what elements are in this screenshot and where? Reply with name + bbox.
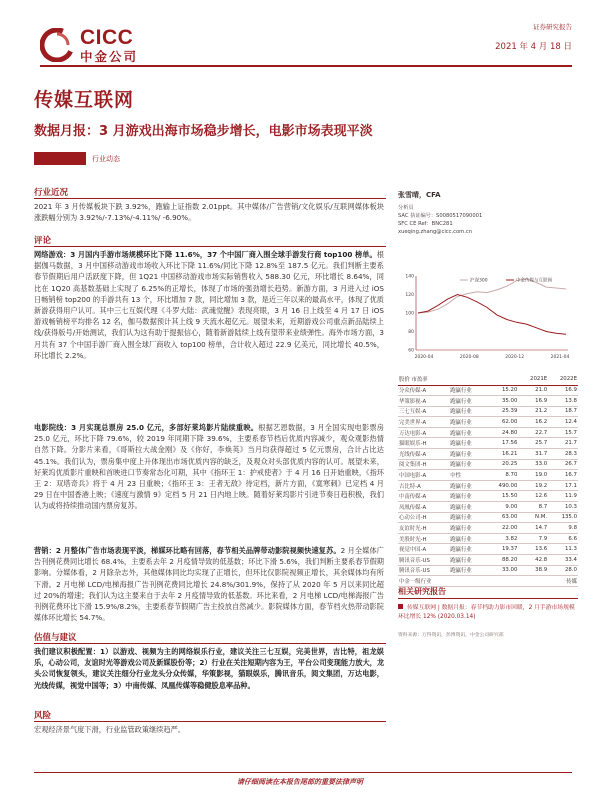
table-row — [398, 523, 578, 534]
valuation-body: 我们建议积极配置：1）以游戏、视频为主的网络娱乐行业，建议关注三七互娱，完美世界，吉比特，祖龙娱乐，心动公司，友谊时光等游戏公司及新媒股份等；2）行业在关注短期内容为王，平台公司变现能力放大，龙头公司恢复领头，建议关注细分行业龙头分众传媒，华策影视，猫眼娱乐，腾讯音乐，阅文集团，万达电影，光线传媒，视觉中国等；3）中南传媒、凤凰传媒等稳健股息率品种。 — [34, 647, 385, 690]
section-head-valuation: 估值与建议 — [34, 633, 77, 643]
paragraph-cinema-lead: 电影院线：3 月实现总票房 25.0 亿元，多部好莱坞影片陆续重映。 — [34, 423, 259, 432]
stock-pe-2022e: 11.3 — [548, 544, 578, 555]
stock-rating: 跑赢行业 — [449, 523, 486, 534]
x-tick-label: 2020-04 — [414, 355, 434, 360]
stock-name: 中国电影-A — [398, 470, 449, 481]
stock-name: 猫眼娱乐-H — [398, 438, 449, 449]
sector-title: 传媒互联网 — [34, 89, 135, 111]
stock-pe-2021e: 38.9 — [518, 565, 548, 576]
table-row — [398, 512, 578, 523]
stock-rating: 跑赢行业 — [449, 427, 486, 438]
stock-pe-2022e: 18.7 — [548, 406, 578, 417]
stock-pe-2021e: 22.7 — [518, 427, 548, 438]
related-report-text[interactable]: 传媒互联网 | 数据月报：春节档助力影市回暖，2 月手游市场规模环比增长 12% (2020.03.14) — [398, 605, 575, 620]
analyst-sfc: SFC CE Ref：BNC281 — [398, 221, 453, 227]
stock-rating: 跑赢行业 — [449, 533, 486, 544]
stock-pe-2022e: 9.8 — [548, 523, 578, 534]
performance-chart — [398, 272, 572, 364]
stock-pe-2021e: 13.6 — [518, 544, 548, 555]
table-row — [398, 480, 578, 491]
header-divider — [40, 65, 572, 67]
stock-price: 63.00 — [486, 512, 519, 523]
table-header-prefix: 股价 市盈率 — [398, 374, 518, 385]
stock-price: 17.56 — [486, 438, 519, 449]
legal-notice: 请仔细阅读在本报告尾部的重要法律声明 — [237, 778, 363, 786]
stock-pe-2022e: 15.7 — [548, 427, 578, 438]
stock-name: 凤凰传媒-A — [398, 502, 449, 513]
stock-pe-2021e: 31.7 — [518, 449, 548, 460]
section-divider — [34, 246, 386, 247]
table-header-2022e: 2022E — [548, 374, 578, 385]
stock-rating: 中性 — [449, 470, 486, 481]
stock-rating: 跑赢行业 — [449, 385, 486, 396]
paragraph-marketing — [34, 545, 384, 623]
paragraph-cinema — [34, 422, 384, 512]
stock-pe-2021e: 19.0 — [518, 470, 548, 481]
stock-rating: 跑赢行业 — [449, 449, 486, 460]
y-tick-label: 60 — [408, 348, 414, 354]
stock-rating: 跑赢行业 — [449, 459, 486, 470]
stock-rating: 跑赢行业 — [449, 491, 486, 502]
legend-label: 中金传媒与互联网 — [516, 278, 552, 284]
stock-price: 16.21 — [486, 449, 519, 460]
stock-pe-2022e: 28.3 — [548, 449, 578, 460]
stock-price: 490.00 — [486, 480, 519, 491]
recent-text: 2021 年 3 月传媒板块下跌 3.92%，跑输上证指数 2.01ppt。其中媒体/广告营销/文化娱乐/互联网媒体板块涨跌幅分别为 3.92%/-7.13%/-4.11%/ -6.90%。 — [34, 202, 384, 223]
stock-table — [398, 374, 578, 587]
stock-pe-2021e: 8.7 — [518, 502, 548, 513]
analyst-email[interactable] — [398, 228, 578, 236]
analyst-email-text[interactable]: xueqing.zhang@cicc.com.cn — [398, 229, 472, 235]
stock-pe-2022e: 6.6 — [548, 533, 578, 544]
stock-pe-2022e: 16.9 — [548, 385, 578, 396]
doc-type: 证券研究报告 — [533, 23, 572, 31]
stock-price: 9.00 — [486, 502, 519, 513]
stock-pe-2021e: 7.9 — [518, 533, 548, 544]
report-subtitle: 行业动态 — [92, 155, 120, 163]
table-row — [398, 544, 578, 555]
stock-name: 阅文集团-H — [398, 459, 449, 470]
stock-rating: 跑赢行业 — [449, 512, 486, 523]
logo-text-cn: 中金公司 — [80, 49, 139, 64]
square-bullet-icon — [398, 604, 403, 609]
stock-price: 88.20 — [486, 555, 519, 566]
paragraph-marketing-body: 2 月全媒体广告刊例花费同比增长 68.4%，主要系去年 2 月疫情导致的低基数；环比下滑 5.6%，我们判断主要系春节假期影响。分媒体看，2 月除杂志外，其他媒体同比均实现了正增长，但环比仅影院视频正增长，其余媒体均有所下滑。2 月电梯 LCD/电梯海报广告刊例花费同比增长 24.8%/301.9%，保持了从 2020 年 5 月以来同比超过 20%的增速；我们认为这主要来自于去年 2 月疫情导致的低基数。环比来看，2 月电梯 LCD/电梯海报广告刊例花费环比下滑 15.9%/8.2%，主要系春节假期广告主投放自然减少。影院媒体方面，春节档火热带动影院媒体环比增长 54.7%。 — [34, 546, 385, 623]
stock-pe-2022e: 12.4 — [548, 417, 578, 428]
cicc-logo-mark-icon — [40, 28, 74, 62]
table-row — [398, 491, 578, 502]
stock-name: 分众传媒-A — [398, 385, 449, 396]
related-research-head: 相关研究报告 — [398, 587, 446, 596]
stock-pe-2021e: 16.2 — [518, 417, 548, 428]
stock-pe-2022e: 10.3 — [548, 502, 578, 513]
stock-price: 3.82 — [486, 533, 519, 544]
stock-rating: 跑赢行业 — [449, 406, 486, 417]
stock-name: 视觉中国-A — [398, 544, 449, 555]
stock-pe-2022e: 17.1 — [548, 480, 578, 491]
footer-divider — [34, 772, 572, 773]
stock-rating: 跑赢行业 — [449, 396, 486, 407]
stock-pe-2022e: 135.0 — [548, 512, 578, 523]
related-report-link[interactable] — [398, 604, 578, 622]
stock-rating: 跑赢行业 — [449, 480, 486, 491]
stock-pe-2021e: 33.0 — [518, 459, 548, 470]
table-row — [398, 438, 578, 449]
stock-price: 19.37 — [486, 544, 519, 555]
stock-price: 33.00 — [486, 565, 519, 576]
section-divider — [34, 721, 386, 722]
stock-name: 美股时光-H — [398, 533, 449, 544]
legend-label: 沪深300 — [470, 278, 488, 284]
table-row — [398, 427, 578, 438]
stock-pe-2021e: 14.7 — [518, 523, 548, 534]
stock-pe-2022e: 13.8 — [548, 396, 578, 407]
stock-pe-2021e: 42.8 — [518, 555, 548, 566]
stock-name: 华策影视-A — [398, 396, 449, 407]
paragraph-marketing-lead: 营销：2 月整体广告市场表现平淡，梯媒环比略有回落，春节相关品牌带动影院视频快速复苏。 — [34, 546, 341, 555]
section-divider — [34, 198, 386, 199]
stock-price: 20.25 — [486, 459, 519, 470]
stock-rating: 跑赢行业 — [449, 417, 486, 428]
table-row — [398, 555, 578, 566]
y-tick-label: 80 — [408, 330, 414, 335]
y-tick-label: 100 — [405, 311, 414, 317]
stock-rating: 跑赢行业 — [449, 555, 486, 566]
analyst-sac: SAC 执证编号：S0080517090001 — [398, 213, 483, 219]
industry-value: 传媒 — [548, 576, 578, 587]
stock-price: 35.00 — [486, 396, 519, 407]
stock-price: 25.39 — [486, 406, 519, 417]
stock-pe-2022e: 16.7 — [548, 470, 578, 481]
table-row — [398, 396, 578, 407]
table-row — [398, 449, 578, 460]
analyst-info — [398, 190, 578, 236]
stock-rating: 跑赢行业 — [449, 565, 486, 576]
valuation-text — [34, 646, 384, 691]
report-title: 数据月报：3 月游戏出海市场稳步增长，电影市场表现平淡 — [34, 124, 373, 139]
stock-pe-2021e: 19.2 — [518, 480, 548, 491]
stock-name: 万达电影-A — [398, 427, 449, 438]
stock-price: 62.00 — [486, 417, 519, 428]
header-meta — [495, 22, 572, 52]
table-row — [398, 565, 578, 576]
y-tick-label: 140 — [405, 274, 414, 280]
stock-pe-2022e: 26.7 — [548, 459, 578, 470]
analyst-name: 张雪晴，CFA — [398, 191, 441, 199]
section-head-recent: 行业近况 — [34, 188, 69, 198]
stock-name: 腾讯音乐-US — [398, 555, 449, 566]
logo-text-en: CICC — [80, 26, 134, 49]
table-row — [398, 385, 578, 396]
analyst-role: 分析员 — [398, 205, 414, 211]
cicc-logo — [40, 27, 138, 64]
stock-name: 腾讯音乐-US — [398, 565, 449, 576]
table-row — [398, 406, 578, 417]
table-row — [398, 576, 578, 587]
stock-pe-2021e: 21.2 — [518, 406, 548, 417]
related-divider — [398, 598, 578, 599]
stock-pe-2022e: 11.9 — [548, 491, 578, 502]
stock-table-header — [398, 374, 578, 385]
section-head-risk: 风险 — [34, 711, 52, 721]
table-row — [398, 502, 578, 513]
stock-rating: 跑赢行业 — [449, 544, 486, 555]
section-divider — [34, 643, 386, 644]
subtitle-bar — [34, 152, 86, 165]
stock-pe-2021e: 12.6 — [518, 491, 548, 502]
stock-pe-2022e: 28.0 — [548, 565, 578, 576]
stock-price: 22.00 — [486, 523, 519, 534]
x-tick-label: 2020-08 — [459, 355, 479, 360]
stock-name: 中南传媒-A — [398, 491, 449, 502]
report-date: 2021 年 4 月 18 日 — [495, 42, 572, 52]
table-row — [398, 459, 578, 470]
stock-name: 光线传媒-A — [398, 449, 449, 460]
stock-name: 友谊时光-H — [398, 523, 449, 534]
industry-label: 中金一级行业 — [398, 576, 548, 587]
stock-pe-2021e: N.M. — [518, 512, 548, 523]
data-source-note: 资料来源：万得资讯，彭博资讯，中金公司研究部 — [398, 633, 504, 638]
stock-price: 15.50 — [486, 491, 519, 502]
stock-price: 24.80 — [486, 427, 519, 438]
stock-name: 吉比特-A — [398, 480, 449, 491]
paragraph-games-lead: 网络游戏：3 月国内手游市场规模环比下降 11.6%，37 个中国厂商入围全球手游发行商 top100 榜单。 — [34, 250, 377, 259]
stock-pe-2022e: 33.4 — [548, 555, 578, 566]
stock-pe-2022e: 21.7 — [548, 438, 578, 449]
stock-rating: 跑赢行业 — [449, 438, 486, 449]
stock-name: 完美世界-A — [398, 417, 449, 428]
paragraph-games-body: 根据伽马数据，3 月中国移动游戏市场收入环比下降 11.6%/同比下降 12.8%至 187.5 亿元。我们判断主要系春节假期后用户活跃度下降，但 1Q21 中国移动游戏市场实际销售收入 588.30 亿元，环比增长 8.64%，同比在 1Q20 高基数基础上实现了 6.25%的正增长，体现了市场的强劲增长趋势。新游方面，3 月进入过 iOS 日畅销榜 top200 的手游共有 13 个，环比增加 7 款，同比增加 3 款，是近三年以来的最高水平，体现了优质新游获得用户认可。其中三七互娱代理《斗罗大陆：武魂觉醒》表现亮眼，3 月 16 日上线至 4 月 17 日 iOS 游戏畅销榜平均排名 12 名，伽马数据预计其上线 9 天流水超亿元。展望未来，近期游戏公司重点新品陆续上线/获得版号/开始测试，我们认为这有助于提振信心，随着新游陆续上线有望带来业绩弹性。海外市场方面，3 月共有 37 个中国手游厂商入围全球厂商收入 top100 榜单，合计收入超过 22.9 亿美元，同比增长 40.5%，环比增长 2.2%。 — [34, 250, 384, 360]
table-row — [398, 470, 578, 481]
risk-text: 宏观经济景气度下滑，行业监管政策继续趋严。 — [34, 725, 185, 734]
series-line-1 — [418, 295, 566, 335]
section-head-review: 评论 — [34, 236, 52, 246]
stock-price: 15.20 — [486, 385, 519, 396]
stock-price: 8.70 — [486, 470, 519, 481]
table-row — [398, 417, 578, 428]
paragraph-games — [34, 249, 384, 361]
x-tick-label: 2021-04 — [550, 355, 570, 360]
stock-name: 三七互娱-A — [398, 406, 449, 417]
paragraph-cinema-body: 根据艺恩数据，3 月全国实现电影票房 25.0 亿元，环比下降 79.6%，较 2019 年同期下降 39.6%，主要系春节档后优质内容减少，观众观影热情自然下降。分影片来看，《哥斯拉大战金刚》及《你好，李焕英》当月均获得超过 5 亿元票房，合计占比达 45.1%。我们认为，票房集中度上升体现出市场优质内容的缺乏，及观众对头部优质内容的认可。展望未来，好莱坞优质影片重映和首映进口节奏常态化可期，其中《指环王 1：护戒使者》于 4 月 16 日开始重映，《指环王 2：双塔奇兵》将于 4 月 23 日重映；《指环王 3：王者无敌》待定档，新片方面，《寞寒刺》已定档 4 月 29 日在中国香港上映；《速度与激情 9》定档 5 月 21 日内地上映。随着好莱坞影片引进节奏日趋积极，我们认为或将持续推动国内票房复苏。 — [34, 423, 384, 511]
x-tick-label: 2020-12 — [505, 355, 525, 360]
series-line-0 — [418, 279, 566, 313]
stock-name: 心动公司-H — [398, 512, 449, 523]
table-header-2021e: 2021E — [518, 374, 548, 385]
stock-pe-2021e: 16.9 — [518, 396, 548, 407]
table-row — [398, 533, 578, 544]
stock-rating: 跑赢行业 — [449, 502, 486, 513]
y-tick-label: 120 — [405, 293, 414, 298]
stock-pe-2021e: 21.0 — [518, 385, 548, 396]
stock-pe-2021e: 25.7 — [518, 438, 548, 449]
